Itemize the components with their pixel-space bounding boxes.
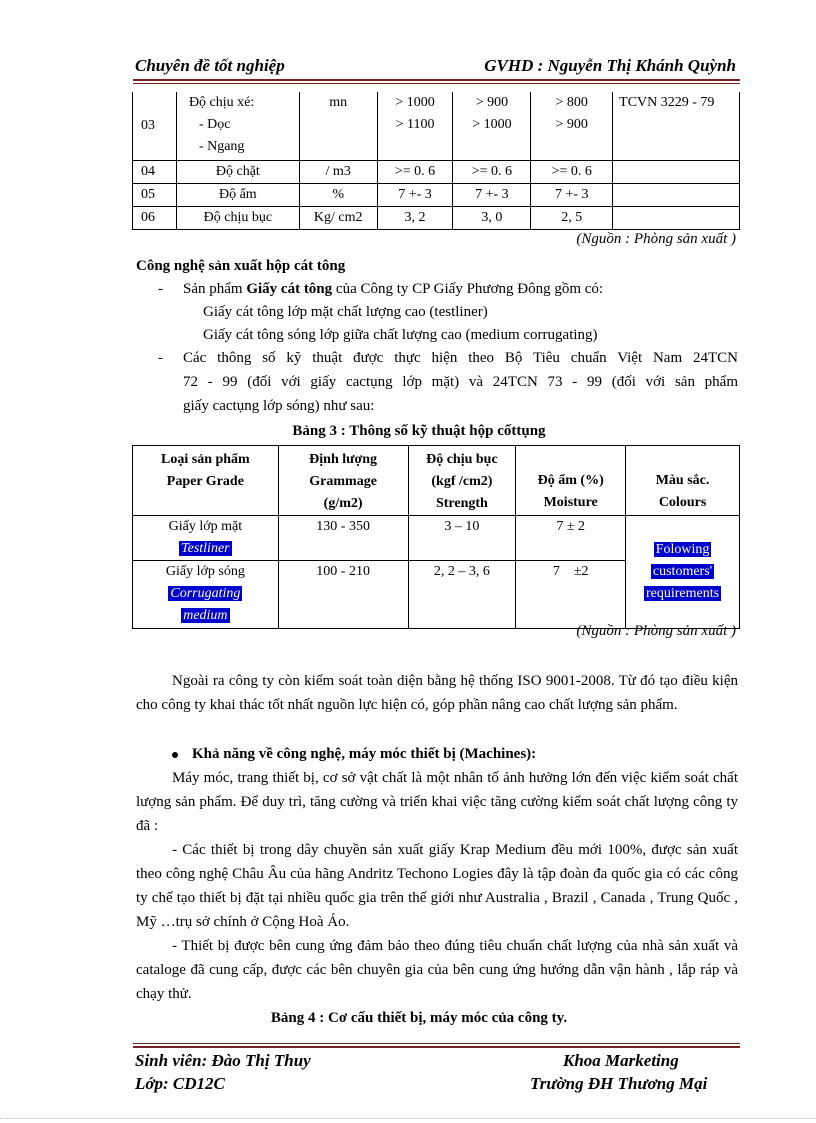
cell-unit: % (299, 183, 377, 206)
cell-name (176, 92, 299, 160)
section-heading: Công nghệ sản xuất hộp cát tông (136, 258, 346, 274)
table-2-caption: Bảng 3 : Thông số kỹ thuật hộp cốttụng (292, 423, 546, 439)
colour-line: Folowing (655, 542, 710, 557)
cell-strength: 3 – 10 (408, 516, 516, 561)
cell-value: > 1000 (395, 95, 435, 110)
header-rule-thin (133, 83, 740, 84)
bullet-2-line-3: giấy cactụng lớp sóng) như sau: (183, 398, 375, 414)
col-header (133, 446, 279, 516)
header-line: Độ ẩm (%) (537, 473, 604, 488)
col-header (278, 446, 408, 516)
cell-no: 06 (133, 206, 177, 229)
header-right: GVHD : Nguyễn Thị Khánh Quỳnh (484, 56, 736, 75)
table-2 (132, 445, 740, 629)
cell-name-line: - Ngang (198, 139, 245, 154)
header-line: Định lượng (309, 452, 378, 467)
cell-name-line: - Dọc (198, 117, 231, 132)
col-header (516, 446, 626, 516)
bullet-dash: - (158, 350, 163, 366)
header-line: Độ chịu bục (426, 452, 498, 467)
footer-rule (133, 1046, 740, 1048)
cell-strength: 2, 2 – 3, 6 (408, 561, 516, 629)
cell-value: 3, 2 (377, 206, 453, 229)
cell-value: > 900 (555, 117, 588, 132)
cell-standard (613, 206, 740, 229)
product-name: Giấy lớp sóng (165, 564, 245, 579)
cell-standard: TCVN 3229 - 79 (613, 92, 740, 160)
cell-moisture: 7 ± 2 (516, 516, 626, 561)
product-name: Giấy lớp mặt (168, 519, 243, 534)
cell-value: > 1100 (395, 117, 435, 132)
header-line: Loại sản phẩm (161, 452, 250, 467)
table-header-row (133, 446, 740, 516)
footer-school: Trường ĐH Thương Mại (530, 1074, 708, 1093)
header-line: Paper Grade (166, 474, 244, 489)
sub-item-1: Giấy cát tông lớp mặt chất lượng cao (testliner) (203, 304, 488, 320)
heading-text: Khả năng về công nghệ, máy móc thiết bị (Machines): (192, 746, 537, 762)
cell-unit: / m3 (299, 160, 377, 183)
bullet-heading-2 (172, 742, 536, 766)
table-row (133, 160, 740, 183)
col-header (626, 446, 740, 516)
text-bold: Giấy cát tông (246, 281, 333, 297)
cell-grammage: 130 - 350 (278, 516, 408, 561)
cell-no: 04 (133, 160, 177, 183)
header-left: Chuyên đề tốt nghiệp (135, 56, 285, 75)
cell-unit: Kg/ cm2 (299, 206, 377, 229)
paragraph-4: - Thiết bị được bên cung ứng đảm bảo theo đúng tiêu chuẩn chất lượng của nhà sản xuất và cataloge đã cung cấp, được các bên chuyên gia của bên cung ứng hướng dẫn vận hành , lắp ráp và chạy thử. (136, 938, 738, 1002)
text: Sản phẩm (183, 281, 247, 297)
cell-value: 3, 0 (453, 206, 531, 229)
cell-moisture: 7 ±2 (516, 561, 626, 629)
cell-colours (626, 516, 740, 629)
cell-product (133, 561, 279, 629)
cell-name-line: Độ chịu xé: (188, 95, 255, 110)
cell-v2 (453, 92, 531, 160)
cell-value: 7 +- 3 (531, 183, 613, 206)
paragraph-1: Ngoài ra công ty còn kiểm soát toàn diện bằng hệ thống ISO 9001-2008. Từ đó tạo điều kiện cho công ty khai thác tốt nhất nguồn lực hiện có, góp phần nâng cao chất lượng sản phẩm. (136, 673, 738, 713)
cell-value: >= 0. 6 (531, 160, 613, 183)
cell-standard (613, 183, 740, 206)
table-row (133, 206, 740, 229)
cell-standard (613, 160, 740, 183)
table-1-source: (Nguồn : Phòng sản xuất ) (576, 231, 736, 247)
footer-class: Lớp: CD12C (135, 1074, 225, 1093)
footer-faculty: Khoa Marketing (563, 1051, 679, 1070)
cell-value: >= 0. 6 (377, 160, 453, 183)
col-header (408, 446, 516, 516)
header-line: (g/m2) (323, 496, 363, 511)
cell-value: 2, 5 (531, 206, 613, 229)
paragraph-3: - Các thiết bị trong dây chuyền sản xuất giấy Krap Medium đều mới 100%, được sản xuất theo công nghệ Châu Âu của hãng Andritz Techono Logies đây là tập đoàn đa quốc gia có các công ty chế tạo thiết bị đặt tại nhiều quốc gia trên thế giới như Australia , Brazil , Canada , Trung Quốc , Mỹ …trụ sở chính ở Cộng Hoà Áo. (136, 842, 738, 930)
bullet-dash: - (158, 281, 163, 297)
cell-name: Độ chịu bục (176, 206, 299, 229)
cell-name: Độ chặt (176, 160, 299, 183)
header-line: Grammage (309, 474, 377, 489)
cell-value: 7 +- 3 (453, 183, 531, 206)
cell-value: 7 +- 3 (377, 183, 453, 206)
cell-no: 03 (133, 92, 177, 160)
colour-line: customers' (652, 564, 713, 579)
footer-student: Sinh viên: Đào Thị Thuy (135, 1051, 311, 1070)
cell-unit: mn (299, 92, 377, 160)
product-name-en: Corrugating (170, 586, 241, 601)
sub-item-2: Giấy cát tông sóng lớp giữa chất lượng cao (medium corrugating) (203, 327, 598, 343)
cell-product (133, 516, 279, 561)
table-row (133, 183, 740, 206)
bullet-2-line-1: Các thông số kỹ thuật được thực hiện theo Bộ Tiêu chuẩn Việt Nam 24TCN (183, 350, 738, 366)
cell-value: > 1000 (472, 117, 512, 132)
text: của Công ty CP Giấy Phương Đông gồm có: (332, 281, 604, 297)
table-2-source: (Nguồn : Phòng sản xuất ) (576, 623, 736, 639)
bullet-1 (183, 277, 603, 301)
cell-value: > 900 (475, 95, 509, 110)
paragraph-2: Máy móc, trang thiết bị, cơ sở vật chất là một nhân tố ảnh hưởng lớn đến việc kiểm soát chất lượng sản phẩm. Để duy trì, tăng cường và triển khai việc tăng cường kiểm soát chất lượng công ty đã : (136, 770, 738, 834)
footer-rule-thin (133, 1043, 740, 1044)
table-4-caption: Bảng 4 : Cơ cấu thiết bị, máy móc của công ty. (270, 1010, 568, 1026)
header-line: Màu sắc. (655, 473, 710, 488)
header-line: (kgf /cm2) (431, 474, 493, 489)
header-line: Moisture (543, 495, 598, 510)
table-row (133, 92, 740, 160)
bullet-dot-icon (172, 752, 178, 758)
product-name-en: medium (183, 608, 228, 623)
product-name-en: Testliner (181, 541, 230, 556)
cell-no: 05 (133, 183, 177, 206)
cell-v1 (377, 92, 453, 160)
colour-line: requirements (646, 586, 720, 601)
cell-name: Độ ẩm (176, 183, 299, 206)
header-line: Colours (658, 495, 707, 510)
cell-value: > 800 (555, 95, 588, 110)
header-line: Strength (435, 496, 488, 511)
header-rule (133, 79, 740, 81)
bullet-2-line-2: 72 - 99 (đối với giấy cactụng lớp mặt) và 24TCN 73 - 99 (đối với sản phẩm (183, 374, 738, 390)
table-1 (132, 92, 740, 230)
cell-v3 (531, 92, 613, 160)
cell-grammage: 100 - 210 (278, 561, 408, 629)
table-row (133, 516, 740, 561)
cell-value: >= 0. 6 (453, 160, 531, 183)
page-edge (0, 1118, 816, 1119)
